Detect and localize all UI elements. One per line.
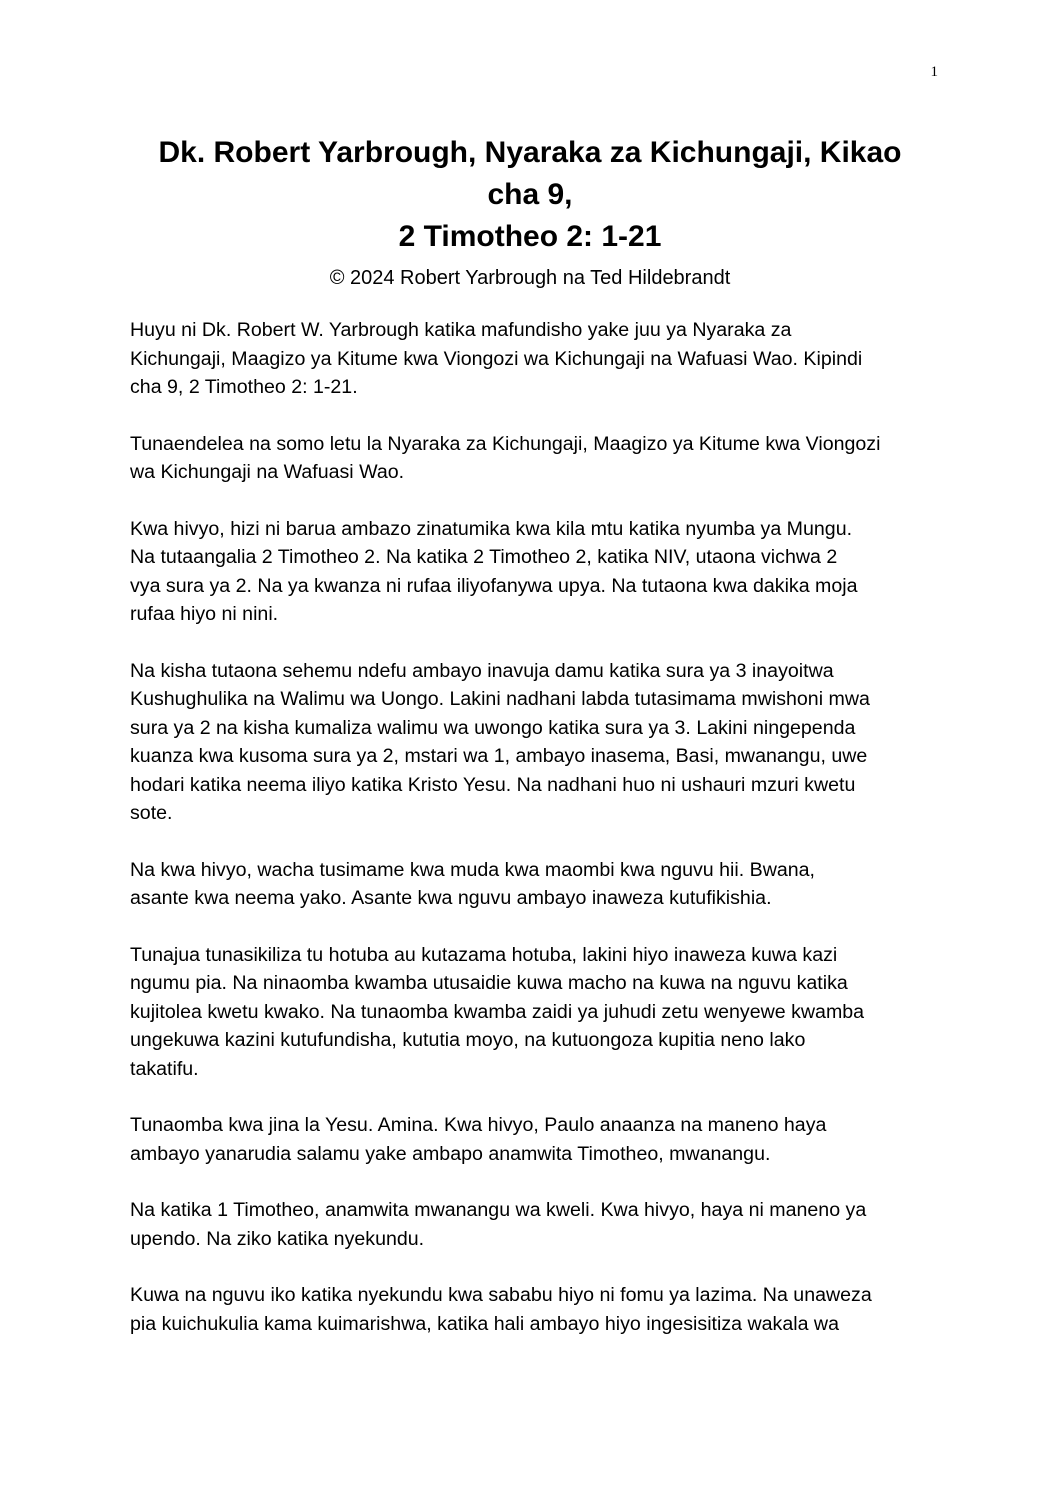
title-block — [110, 132, 950, 292]
copyright-line: © 2024 Robert Yarbrough na Ted Hildebrandt — [329, 267, 731, 289]
title-line: cha 9, — [487, 178, 573, 211]
text-line: sura ya 2 na kisha kumaliza walimu wa uwongo katika sura ya 3. Lakini ningependa — [130, 716, 856, 739]
text-line: ungekuwa kazini kutufundisha, kututia moyo, na kutuongoza kupitia neno lako — [130, 1029, 806, 1051]
document-title — [110, 132, 950, 258]
paragraph — [130, 1281, 930, 1338]
paragraph — [130, 657, 930, 828]
text-line: ambayo yanarudia salamu yake ambapo anamwita Timotheo, mwanangu. — [130, 1142, 771, 1165]
paragraph — [130, 430, 930, 487]
text-line: hodari katika neema iliyo katika Kristo Yesu. Na nadhani huo ni ushauri mzuri kwetu — [130, 773, 856, 796]
text-line: Kushughulika na Walimu wa Uongo. Lakini nadhani labda tutasimama mwishoni mwa — [130, 688, 870, 710]
text-line: rufaa hiyo ni nini. — [130, 603, 279, 625]
text-line: sote. — [130, 802, 173, 824]
title-line: Dk. Robert Yarbrough, Nyaraka za Kichungaji, Kikao — [158, 136, 902, 169]
text-line: Kwa hivyo, hizi ni barua ambazo zinatumika kwa kila mtu katika nyumba ya Mungu. — [130, 517, 853, 540]
text-line: Tunajua tunasikiliza tu hotuba au kutazama hotuba, lakini hiyo inaweza kuwa kazi — [130, 943, 838, 966]
text-line: Na kwa hivyo, wacha tusimame kwa muda kwa maombi kwa nguvu hii. Bwana, — [130, 858, 815, 881]
text-line: Na kisha tutaona sehemu ndefu ambayo inavuja damu katika sura ya 3 inayoitwa — [130, 659, 834, 682]
text-line: asante kwa neema yako. Asante kwa nguvu ambayo inaweza kutufikishia. — [130, 887, 772, 909]
title-line: 2 Timotheo 2: 1-21 — [398, 220, 662, 253]
text-line: cha 9, 2 Timotheo 2: 1-21. — [130, 376, 358, 398]
page-number: 1 — [930, 64, 938, 80]
text-line: Tunaendelea na somo letu la Nyaraka za Kichungaji, Maagizo ya Kitume kwa Viongozi — [130, 432, 881, 455]
body-text — [130, 316, 930, 1366]
paragraph — [130, 1196, 930, 1253]
paragraph — [130, 1111, 930, 1168]
text-line: Na tutaangalia 2 Timotheo 2. Na katika 2 Timotheo 2, katika NIV, utaona vichwa 2 — [130, 546, 838, 568]
paragraph — [130, 316, 930, 402]
paragraph — [130, 856, 930, 913]
text-line: pia kuichukulia kama kuimarishwa, katika hali ambayo hiyo ingesisitiza wakala wa — [130, 1312, 839, 1335]
text-line: takatifu. — [130, 1057, 199, 1080]
text-line: upendo. Na ziko katika nyekundu. — [130, 1227, 425, 1250]
text-line: wa Kichungaji na Wafuasi Wao. — [130, 461, 405, 483]
text-line: ngumu pia. Na ninaomba kwamba utusaidie kuwa macho na kuwa na nguvu katika — [130, 972, 848, 994]
text-line: Na katika 1 Timotheo, anamwita mwanangu wa kweli. Kwa hivyo, haya ni maneno ya — [130, 1199, 867, 1221]
text-line: kuanza kwa kusoma sura ya 2, mstari wa 1, ambayo inasema, Basi, mwanangu, uwe — [130, 745, 868, 767]
paragraph — [130, 515, 930, 629]
paragraph — [130, 941, 930, 1084]
text-line: Kuwa na nguvu iko katika nyekundu kwa sababu hiyo ni fomu ya lazima. Na unaweza — [130, 1284, 872, 1306]
text-line: kujitolea kwetu kwako. Na tunaomba kwamba zaidi ya juhudi zetu wenyewe kwamba — [130, 1000, 865, 1023]
text-line: Kichungaji, Maagizo ya Kitume kwa Viongozi wa Kichungaji na Wafuasi Wao. Kipindi — [130, 347, 863, 370]
text-line: vya sura ya 2. Na ya kwanza ni rufaa iliyofanywa upya. Na tutaona kwa dakika moja — [130, 574, 858, 597]
text-line: Tunaomba kwa jina la Yesu. Amina. Kwa hivyo, Paulo anaanza na maneno haya — [130, 1114, 827, 1136]
text-line: Huyu ni Dk. Robert W. Yarbrough katika mafundisho yake juu ya Nyaraka za — [130, 319, 792, 341]
